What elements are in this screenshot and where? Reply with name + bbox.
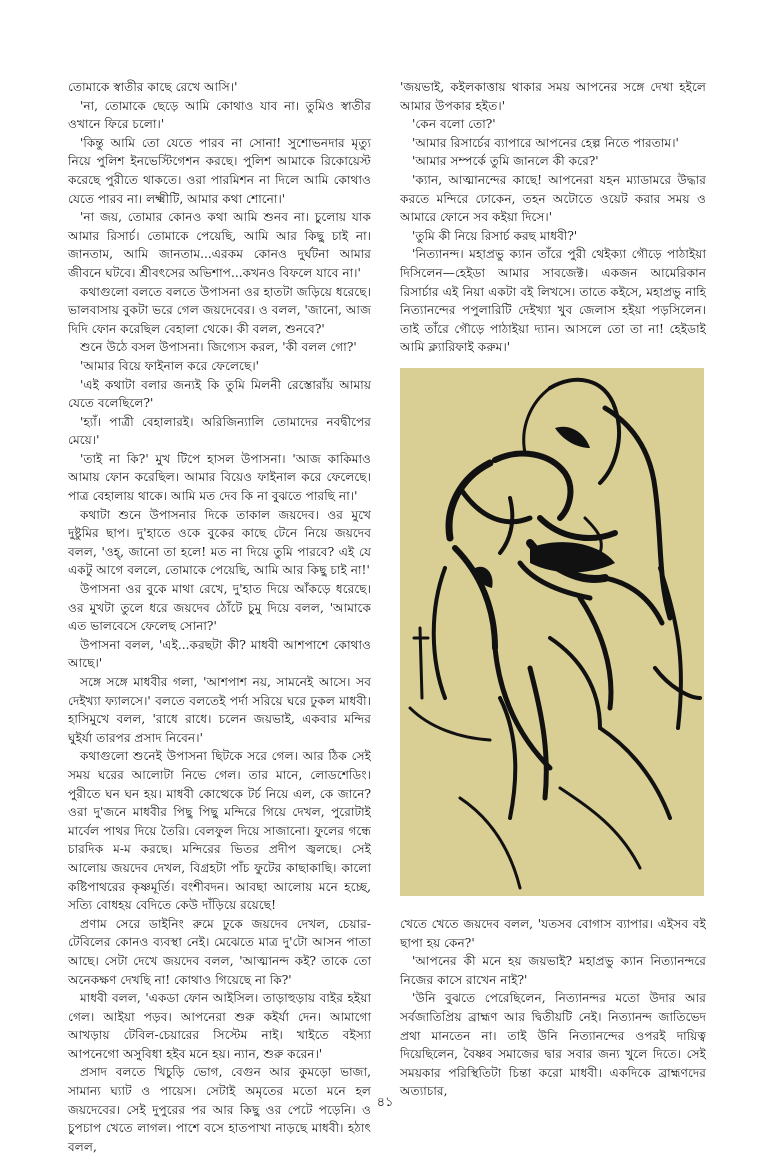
paragraph: কথাটা শুনে উপাসনার দিকে তাকাল জয়দেব। ওর মুখে দুষ্টুমির ছাপ। দু'হাতে ওকে বুকের কাছে টেনে নিয়ে জয়দেব বলল, 'ওহ্, জানো তা হলে! মত না দিয়ে তুমি পারবে? এই যে একটু আগে বললে, তোমাকে পেয়েছি, আমি আর কিছু চাই না!' <box>68 507 371 578</box>
paragraph: 'কিন্তু আমি তো যেতে পারব না সোনা! সুশোভনদার মৃত্যু নিয়ে পুলিশ ইনভেস্টিগেশন করছে। পুলিশ আমাকে রিকোয়েস্ট করেছে পুরীতে থাকতে। ওরা পারমিশন না দিলে আমি কোথাও যেতে পারব না। লক্ষ্মীটি, আমার কথা শোনো।' <box>68 135 371 206</box>
paragraph: 'ক্যান, আত্মানন্দের কাছে! আপনেরা যহন ম্যাডামরে উদ্ধার করতে মন্দিরে ঢোকেন, তহন অটোতে ওয়েট করার সময় ও আমারে ফোনে সব কইয়া দিসে।' <box>400 172 706 225</box>
paragraph: 'উনি বুঝতে পেরেছিলেন, নিত্যানন্দর মতো উদার আর সর্বজাতিপ্রিয় ব্রাহ্মণ আর দ্বিতীয়টি নেই। নিত্যানন্দ জাতিভেদ প্রথা মানতেন না। তাই উনি নিত্যানন্দের ওপরই দায়িত্ব দিয়েছিলেন, বৈষ্ণব সমাজের দ্বার সবার জন্য খুলে দিতে। সেই সময়কার পরিস্থিতিটা চিন্তা করো মাধবী। একদিকে ব্রাহ্মণদের অত্যাচার, <box>400 991 706 1099</box>
paragraph: 'কেন বলো তো?' <box>412 117 496 132</box>
paragraph: কথাগুলো শুনেই উপাসনা ছিটকে সরে গেল। আর ঠিক সেই সময় ঘরের আলোটা নিভে গেল। তার মানে, লোডশেডিং। পুরীতে ঘন ঘন হয়। মাধবী কোত্থেকে টর্চ নিয়ে এল, কে জানে? ওরা দু'জনে মাধবীর পিছু পিছু মন্দিরে গিয়ে দেখল, পুরোটাই মার্বেল পাথর দিয়ে তৈরি। বেলফুল দিয়ে সাজানো। ফুলের গন্ধে চারদিক ম-ম করছে। মন্দিরের ভিতর প্রদীপ জ্বলছে। সেই আলোয় জয়দেব দেখল, বিগ্রহটা পাঁচ ফুটের কাছাকাছি। কালো কষ্টিপাথরের কৃষ্ণমূর্তি। বংশীবদন। আবছা আলোয় মনে হচ্ছে, সত্যি বোধহয় বেদিতে কেউ দাঁড়িয়ে রয়েছে! <box>68 749 371 913</box>
paragraph: 'না জয়, তোমার কোনও কথা আমি শুনব না। চুলোয় যাক আমার রিসার্চ। তোমাকে পেয়েছি, আমি আর কিছু চাই না। জানতাম, আমি জানতাম...এরকম কোনও দুর্ঘটনা আমার জীবনে ঘটবে। শ্রীবৎসের অভিশাপ...কখনও বিফলে যাবে না।' <box>68 210 371 280</box>
paragraph: 'নিত্যানন্দ। মহাপ্রভু ক্যান তাঁরে পুরী থেইক্যা গৌড়ে পাঠাইয়া দিসিলেন—হেইডা আমার সাবজেক্ট। একজন আমেরিকান রিসার্চার এই নিয়া একটা বই লিখসে। তাতে কইসে, মহাপ্রভু নাহি নিত্যানন্দের পপুলারিটি দেইখ্যা খুব জেলাস হইয়া পড়সিলেন। তাই তাঁরে গৌড়ে পাঠাইয়া দ্যান। আসলে তো তা না! হেইডাই আমি ক্ল্যারিফাই করুম।' <box>400 247 706 355</box>
paragraph: 'তাই না কি?' মুখ টিপে হাসল উপাসনা। 'আজ কাকিমাও আমায় ফোন করেছিল। আমার বিয়েও ফাইনাল করে ফেলেছে। পাত্র বেহালায় থাকে। আমি মত দেব কি না বুঝতে পারছি না।' <box>68 451 371 504</box>
paragraph: সঙ্গে সঙ্গে মাধবীর গলা, 'আশপাশ নয়, সামনেই আসে। সব দেইখ্যা ফ্যালসে।' বলতে বলতেই পর্দা সরিয়ে ঘরে ঢুকল মাধবী। হাসিমুখে বলল, 'রাধে রাধে। চলেন জয়ভাই, একবার মন্দির ঘুইর্যা তারপর প্রসাদ নিবেন।' <box>68 675 371 745</box>
paragraph: উপাসনা বলল, 'এই...করছটা কী? মাধবী আশপাশে কোথাও আছে।' <box>68 637 371 671</box>
right-column-bottom <box>400 915 706 1101</box>
paragraph: খেতে খেতে জয়দেব বলল, 'যতসব বোগাস ব্যাপার। এইসব বই ছাপা হয় কেন?' <box>400 917 706 950</box>
paragraph: 'আপনের কী মনে হয় জয়ভাই? মহাপ্রভু ক্যান নিত্যানন্দরে নিজের কাসে রাখেন নাই?' <box>400 954 706 987</box>
paragraph: উপাসনা ওর বুকে মাথা রেখে, দু'হাত দিয়ে আঁকড়ে ধরেছে। ওর মুখটা তুলে ধরে জয়দেব ঠোঁটে চুমু দিয়ে বলল, 'আমাকে এত ভালবেসে ফেলেছ সোনা?' <box>68 582 371 634</box>
paragraph: প্রণাম সেরে ডাইনিং রুমে ঢুকে জয়দেব দেখল, চেয়ার-টেবিলের কোনও ব্যবস্থা নেই। মেঝেতে মাত্র দু'টো আসন পাতা আছে। সেটা দেখে জয়দেব বলল, 'আত্মানন্দ কই? তাকে তো অনেকক্ষণ দেখছি না! কোথাও গিয়েছে না কি?' <box>68 916 371 987</box>
left-column <box>68 78 371 1156</box>
embracing-couple-sketch <box>400 368 704 896</box>
page-number: ৪১ <box>376 1095 394 1110</box>
paragraph: 'তুমি কী নিয়ে রিসার্চ করছ মাধবী?' <box>412 228 578 243</box>
paragraph: 'না, তোমাকে ছেড়ে আমি কোথাও যাব না। তুমিও স্বাতীর ওখানে ফিরে চলো।' <box>68 98 371 132</box>
paragraph: শুনে উঠে বসল উপাসনা। জিগ্যেস করল, 'কী বলল গো?' <box>80 340 357 355</box>
paragraph: 'আমার রিসার্চের ব্যাপারে আপনের হেল্প নিতে পারতাম।' <box>412 135 679 150</box>
paragraph: 'জয়ভাই, কইলকাত্তায় থাকার সময় আপনের সঙ্গে দেখা হইলে আমার উপকার হইত।' <box>400 80 706 113</box>
paragraph: 'হ্যাঁ। পাত্রী বেহালারই। অরিজিন্যালি তোমাদের নবদ্বীপের মেয়ে।' <box>68 414 371 448</box>
ink-sketch-illustration <box>400 368 704 896</box>
paragraph: মাধবী বলল, 'একডা ফোন আইসিল। তাড়াহুড়ায় বাইর হইয়া গেল। আইয়া পড়ব। আপনেরা শুরু কইর্যা দেন। আমাগো আখড়ায় টেবিল-চেয়ারের সিস্টেম নাই। খাইতে বইস্যা আপনেগো অসুবিধা হইব মনে হয়। ন্যান, শুরু করেন।' <box>68 991 371 1061</box>
paragraph: তোমাকে স্বাতীর কাছে রেখে আসি।' <box>68 80 238 94</box>
paragraph: 'আমার বিয়ে ফাইনাল করে ফেলেছে।' <box>80 358 260 373</box>
paragraph: 'আমার সম্পর্কে তুমি জানলে কী করে?' <box>412 154 599 169</box>
right-column-top <box>400 78 706 357</box>
paragraph: 'এই কথাটা বলার জন্যই কি তুমি মিলনী রেস্তোরাঁয় আমায় যেতে বলেছিলে?' <box>68 377 371 411</box>
paragraph: প্রসাদ বলতে খিচুড়ি ভোগ, বেগুন আর কুমড়ো ভাজা, সামান্য ঘ্যাট ও পায়েস। সেটাই অমৃতের মতো মনে হল জয়দেবের। সেই দুপুরের পর আর কিছু ওর পেটে পড়েনি। ও চুপচাপ খেতে লাগল। পাশে বসে হাতপাখা নাড়ছে মাধবী। হঠাৎ বলল, <box>68 1065 371 1154</box>
paragraph: কথাগুলো বলতে বলতে উপাসনা ওর হাতটা জড়িয়ে ধরেছে। ভালবাসায় বুকটা ভরে গেল জয়দেবের। ও বলল, 'জানো, আজ দিদি ফোন করেছিল বেহালা থেকে। কী বলল, শুনবে?' <box>68 284 371 336</box>
